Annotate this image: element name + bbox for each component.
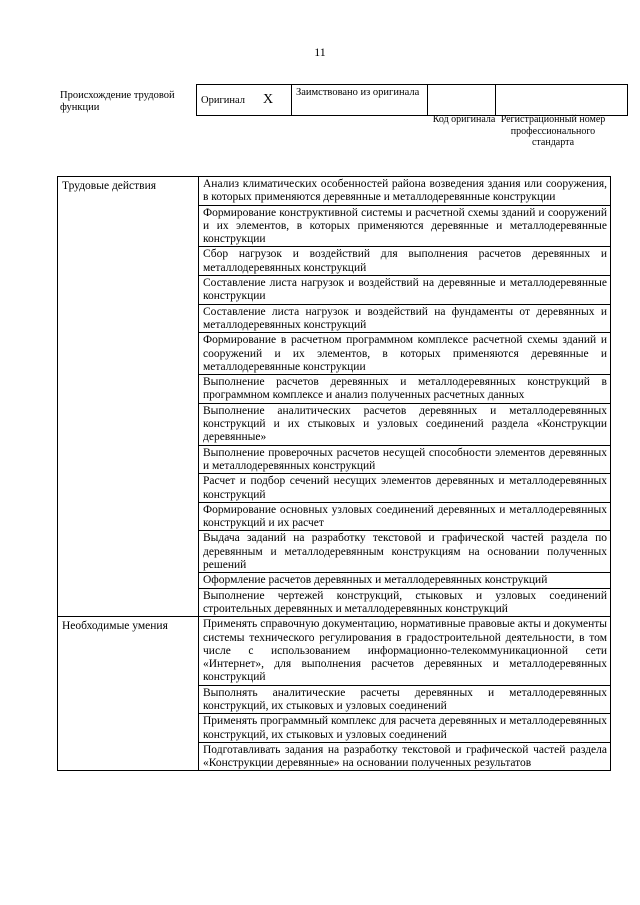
- list-item: Выполнение расчетов деревянных и металлодеревянных конструкций в программном комплексе и анализ полученных расчетных данных: [199, 375, 611, 404]
- table-row: [58, 617, 611, 685]
- code-cell: [428, 85, 496, 116]
- list-item: Составление листа нагрузок и воздействий на фундаменты от деревянных и металлодеревянных конструкций: [199, 304, 611, 333]
- original-cell: [197, 85, 292, 116]
- section-title: Необходимые умения: [58, 617, 199, 771]
- origin-label: Происхождение трудовой функции: [60, 90, 175, 113]
- list-item: Сбор нагрузок и воздействий для выполнения расчетов деревянных и металлодеревянных конструкций: [199, 247, 611, 276]
- list-item: Формирование основных узловых соединений деревянных и металлодеревянных конструкций и их расчет: [199, 502, 611, 531]
- list-item: Формирование конструктивной системы и расчетной схемы зданий и сооружений и их элементов, в которых применяются деревянные и металлодеревянные конструкции: [199, 205, 611, 247]
- original-label: Оригинал: [201, 95, 245, 106]
- list-item: Расчет и подбор сечений несущих элементов деревянных и металлодеревянных конструкций: [199, 474, 611, 503]
- list-item: Выполнение проверочных расчетов несущей способности элементов деревянных и металлодеревянных конструкций: [199, 445, 611, 474]
- borrowed-cell: Заимствовано из оригинала: [292, 85, 428, 116]
- original-mark: X: [263, 92, 274, 107]
- list-item: Анализ климатических особенностей района возведения здания или сооружения, в которых применяются деревянные и металлодеревянные конструкции: [199, 177, 611, 206]
- list-item: Выдача заданий на разработку текстовой и графической частей раздела по деревянным и металлодеревянным конструкциям на основании полученных решений: [199, 531, 611, 573]
- list-item: Выполнение аналитических расчетов деревянных и металлодеревянных конструкций и их стыковых и узловых соединений раздела «Конструкции деревянные»: [199, 403, 611, 445]
- list-item: Оформление расчетов деревянных и металлодеревянных конструкций: [199, 573, 611, 588]
- section-title: Трудовые действия: [58, 177, 199, 617]
- list-item: Формирование в расчетном программном комплексе расчетной схемы зданий и сооружений и их элементов, в которых применяются деревянные и металлодеревянные конструкции: [199, 333, 611, 375]
- list-item: Выполнять аналитические расчеты деревянных и металлодеревянных конструкций, их стыковых и узловых соединений: [199, 685, 611, 714]
- reg-number-label: Регистрационный номер профессионального стандарта: [500, 114, 606, 148]
- table-row: [58, 177, 611, 206]
- list-item: Выполнение чертежей конструкций, стыковых и узловых соединений строительных деревянных и металлодеревянных конструкций: [199, 588, 611, 617]
- list-item: Применять программный комплекс для расчета деревянных и металлодеревянных конструкций, их стыковых и узловых соединений: [199, 714, 611, 743]
- reg-number-cell: [496, 85, 628, 116]
- list-item: Подготавливать задания на разработку текстовой и графической частей раздела «Конструкции деревянные» на основании полученных результатов: [199, 742, 611, 771]
- page-number: 11: [314, 45, 326, 59]
- functions-table: [57, 176, 611, 771]
- code-original-label: Код оригинала: [432, 114, 496, 125]
- list-item: Применять справочную документацию, нормативные правовые акты и документы системы технического регулирования в градостроительной деятельности, в том числе с использованием информационно-телекоммуникационной сети «Интернет», для выполнения расчетов деревянных и металлодеревянных конструкций: [199, 617, 611, 685]
- origin-table: [196, 84, 628, 116]
- list-item: Составление листа нагрузок и воздействий на деревянные и металлодеревянные конструкции: [199, 276, 611, 305]
